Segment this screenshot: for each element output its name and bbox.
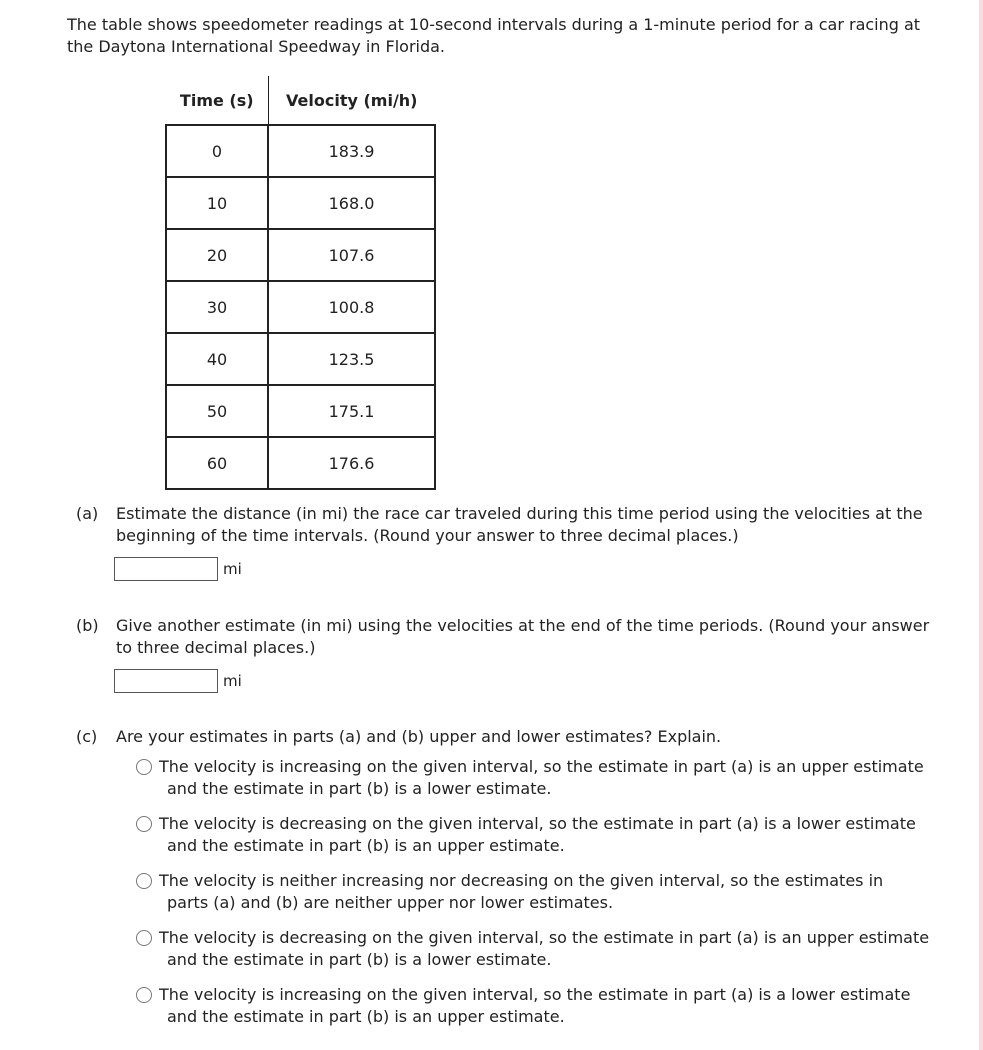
- choice-option[interactable]: [136, 870, 936, 914]
- page-edge-divider: [979, 0, 983, 1050]
- problem-intro: The table shows speedometer readings at 10-second intervals during a 1-minute period for a car racing at the Daytona International Speedway in Florida.: [67, 15, 921, 56]
- table-header-row: [166, 76, 435, 125]
- part-b-unit: mi: [223, 672, 242, 690]
- part-c-choices: [136, 756, 936, 1041]
- choice-line-1: The velocity is increasing on the given interval, so the estimate in part (a) is an upper estimate: [159, 757, 924, 776]
- time-cell: 10: [166, 177, 268, 229]
- choice-line-2: parts (a) and (b) are neither upper nor lower estimates.: [167, 893, 614, 912]
- header-time: Time (s): [166, 76, 268, 125]
- choice-line-2: and the estimate in part (b) is a lower estimate.: [167, 950, 552, 969]
- choice-option[interactable]: [136, 756, 936, 800]
- radio-button[interactable]: [136, 987, 152, 1003]
- velocity-cell: 168.0: [268, 177, 435, 229]
- choice-option[interactable]: [136, 813, 936, 857]
- radio-button[interactable]: [136, 873, 152, 889]
- velocity-cell: 107.6: [268, 229, 435, 281]
- radio-button[interactable]: [136, 816, 152, 832]
- choice-line-2: and the estimate in part (b) is a lower estimate.: [167, 779, 552, 798]
- part-b-label: (b): [76, 616, 99, 635]
- speed-table: [165, 76, 436, 490]
- velocity-cell: 183.9: [268, 125, 435, 177]
- table-row: [166, 385, 435, 437]
- part-a-unit: mi: [223, 560, 242, 578]
- time-cell: 50: [166, 385, 268, 437]
- time-cell: 20: [166, 229, 268, 281]
- time-cell: 60: [166, 437, 268, 489]
- part-a-input[interactable]: [114, 557, 218, 581]
- part-b-input[interactable]: [114, 669, 218, 693]
- table-row: [166, 125, 435, 177]
- table-row: [166, 437, 435, 489]
- part-a-label: (a): [76, 504, 99, 523]
- time-cell: 40: [166, 333, 268, 385]
- header-velocity: Velocity (mi/h): [268, 76, 435, 125]
- part-b-question: [76, 615, 936, 659]
- choice-line-1: The velocity is decreasing on the given interval, so the estimate in part (a) is an upper estimate: [159, 928, 930, 947]
- choice-line-2: and the estimate in part (b) is an upper estimate.: [167, 1007, 565, 1026]
- time-cell: 0: [166, 125, 268, 177]
- radio-button[interactable]: [136, 930, 152, 946]
- part-b-text: Give another estimate (in mi) using the velocities at the end of the time periods. (Round your answer to three decimal places.): [116, 616, 930, 657]
- choice-line-1: The velocity is neither increasing nor decreasing on the given interval, so the estimates in: [159, 871, 884, 890]
- part-c-label: (c): [76, 727, 98, 746]
- part-c-question: [76, 726, 936, 748]
- choice-line-1: The velocity is increasing on the given interval, so the estimate in part (a) is a lower estimate: [159, 985, 911, 1004]
- table-row: [166, 281, 435, 333]
- velocity-cell: 176.6: [268, 437, 435, 489]
- choice-line-1: The velocity is decreasing on the given interval, so the estimate in part (a) is a lower estimate: [159, 814, 916, 833]
- part-c-text: Are your estimates in parts (a) and (b) upper and lower estimates? Explain.: [116, 727, 722, 746]
- velocity-cell: 100.8: [268, 281, 435, 333]
- choice-line-2: and the estimate in part (b) is an upper estimate.: [167, 836, 565, 855]
- table-row: [166, 229, 435, 281]
- velocity-cell: 123.5: [268, 333, 435, 385]
- table-row: [166, 177, 435, 229]
- part-a-question: [76, 503, 936, 547]
- radio-button[interactable]: [136, 759, 152, 775]
- table-row: [166, 333, 435, 385]
- part-b-answer: [114, 669, 242, 693]
- velocity-cell: 175.1: [268, 385, 435, 437]
- choice-option[interactable]: [136, 927, 936, 971]
- time-cell: 30: [166, 281, 268, 333]
- part-a-text: Estimate the distance (in mi) the race car traveled during this time period using the velocities at the beginning of the time intervals. (Round your answer to three decimal places.): [116, 504, 923, 545]
- part-a-answer: [114, 557, 242, 581]
- choice-option[interactable]: [136, 984, 936, 1028]
